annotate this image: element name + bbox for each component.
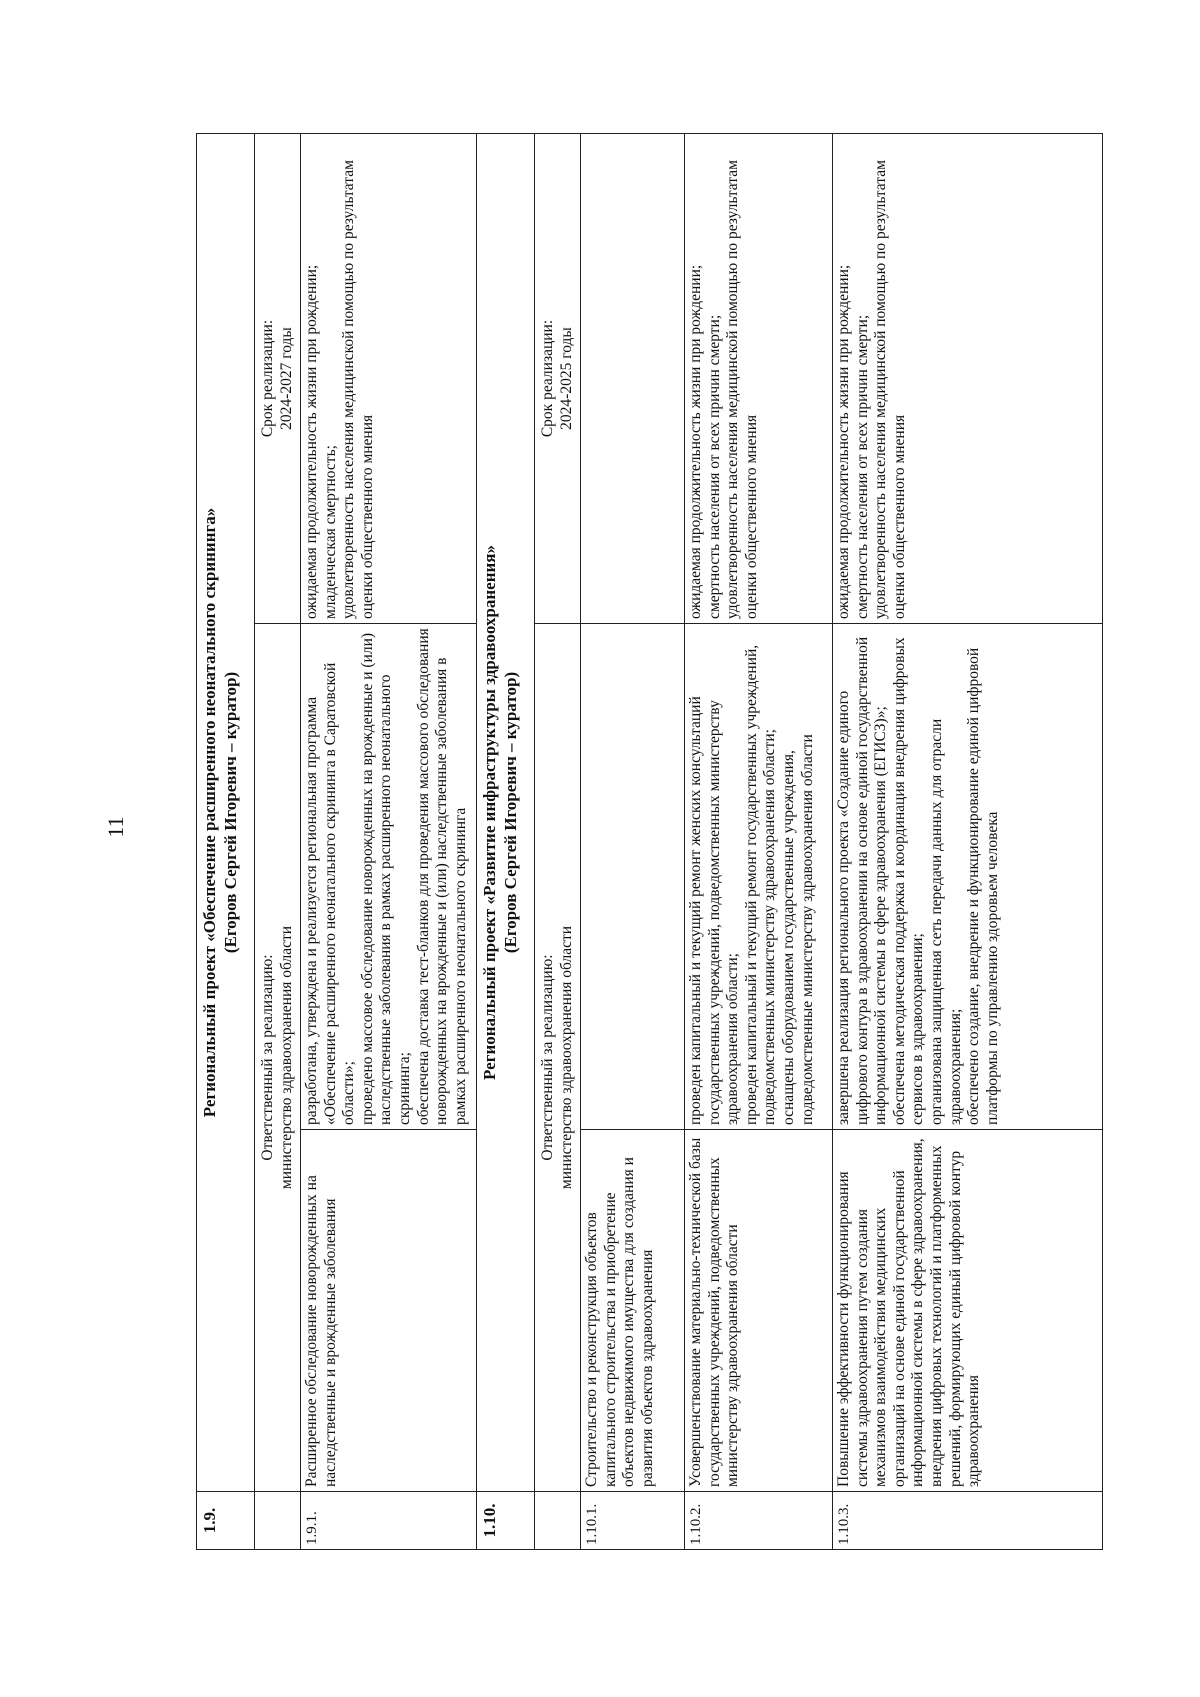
result-item: организована защищенная сеть передачи данных для отрасли здравоохранения; <box>927 718 964 1125</box>
section-header-row <box>477 133 535 1549</box>
task-text: Усовершенствование материально-технической базы государственных учреждений, подведомственных министерству здравоохранения области <box>685 1130 833 1492</box>
project-table <box>196 133 1103 1550</box>
responsible-label: Ответственный за реализацию: <box>538 954 556 1161</box>
responsible-value: министерство здравоохранения области <box>277 925 295 1190</box>
result-item: обеспечена доставка тест-бланков для проведения массового обследования новорожденных на врожденные и (или) наследственные заболевания в рамках расширенного неонатального скрининга <box>414 628 469 1125</box>
term-value: 2024-2027 годы <box>277 327 295 430</box>
task-text: Строительство и реконструкция объектов капитального строительства и приобретение объектов недвижимого имущества для создания и развития объектов здравоохранения <box>581 1130 685 1492</box>
task-text: Повышение эффективности функционирования системы здравоохранения путем создания механизмов взаимодействия медицинских организаций на основе единой государственной информационной системы в сфере здравоохранения, внедрения цифровых технологий и платформенных решений, формирующих единый цифровой контур здравоохранения <box>833 1130 1103 1492</box>
section-title-cell <box>197 133 255 1491</box>
responsible-label: Ответственный за реализацию: <box>258 954 276 1161</box>
result-item: разработана, утверждена и реализуется региональная программа «Обеспечение расширенного неонатального скрининга в Саратовской области»; <box>303 662 358 1125</box>
section-title: Региональный проект «Обеспечение расширенного неонатального скрининга» <box>200 507 219 1118</box>
results-cell <box>581 624 685 1130</box>
term-value: 2024-2025 годы <box>557 327 575 430</box>
task-number: 1.10.3. <box>833 1492 1103 1550</box>
task-number: 1.9.1. <box>301 1492 477 1550</box>
indicators-cell <box>685 133 833 623</box>
task-number: 1.10.1. <box>581 1492 685 1550</box>
section-title-cell <box>477 133 535 1491</box>
result-item: проведено массовое обследование новорожденных на врожденные и (или) наследственные заболевания в рамках расширенного неонатального скрининга; <box>358 632 413 1125</box>
results-cell <box>685 624 833 1130</box>
indicator-item: ожидаемая продолжительность жизни при рождении; <box>303 264 320 619</box>
indicators-cell <box>833 133 1103 623</box>
indicators-cell <box>581 133 685 623</box>
task-number: 1.10.2. <box>685 1492 833 1550</box>
indicator-item: удовлетворенность населения медицинской помощью по результатам оценки общественного мнения <box>872 160 908 619</box>
page-number: 11 <box>103 816 128 838</box>
responsible-cell <box>255 624 301 1492</box>
section-header-row <box>197 133 255 1549</box>
section-curator: (Егоров Сергей Игоревич – куратор) <box>501 671 521 954</box>
section-meta-row <box>255 133 301 1549</box>
table-row <box>301 133 477 1549</box>
table-row <box>581 133 685 1549</box>
indicator-item: смертность населения от всех причин смерти; <box>705 314 723 619</box>
indicator-item: смертность населения от всех причин смерти; <box>853 314 871 619</box>
indicator-item: удовлетворенность населения медицинской помощью по результатам оценки общественного мнения <box>340 160 376 619</box>
section-meta-row <box>535 133 581 1549</box>
indicator-item: младенческая смертность; <box>321 445 339 619</box>
indicator-item: ожидаемая продолжительность жизни при рождении; <box>687 264 704 619</box>
section-number: 1.10. <box>477 1492 535 1550</box>
term-label: Срок реализации: <box>258 319 276 438</box>
result-item: оснащены оборудованием государственные учреждения, подведомственные министерству здравоохранения области <box>779 734 816 1125</box>
table-row <box>685 133 833 1549</box>
table-row <box>833 133 1103 1549</box>
results-cell <box>301 624 477 1130</box>
result-item: проведен капитальный и текущий ремонт государственных учреждений, подведомственных министерству здравоохранения области; <box>742 644 779 1125</box>
task-text: Расширенное обследование новорожденных на наследственные и врожденные заболевания <box>301 1130 477 1492</box>
rotated-table-container <box>196 134 1102 1550</box>
term-cell <box>535 133 581 623</box>
result-item: завершена реализация регионального проекта «Создание единого цифрового контура в здравоохранении на основе единой государственной информационной системы в сфере здравоохранения (ЕГИСЗ)»; <box>835 636 890 1125</box>
result-item: обеспечена методическая поддержка и координация внедрения цифровых сервисов в здравоохранении; <box>890 637 927 1125</box>
section-title: Региональный проект «Развитие инфраструктуры здравоохранения» <box>480 545 499 1080</box>
indicator-item: удовлетворенность населения медицинской помощью по результатам оценки общественного мнения <box>724 160 760 619</box>
indicator-item: ожидаемая продолжительность жизни при рождении; <box>835 264 852 619</box>
section-curator: (Егоров Сергей Игоревич – куратор) <box>221 671 241 954</box>
responsible-value: министерство здравоохранения области <box>557 925 575 1190</box>
term-cell <box>255 133 301 623</box>
responsible-cell <box>535 624 581 1492</box>
result-item: обеспечено создание, внедрение и функционирование единой цифровой платформы по управлению здоровьем человека <box>965 647 1001 1125</box>
term-label: Срок реализации: <box>538 319 556 438</box>
indicators-cell <box>301 133 477 623</box>
section-number: 1.9. <box>197 1492 255 1550</box>
result-item: проведен капитальный и текущий ремонт женских консультаций государственных учреждений, подведомственных министерству здравоохранения области; <box>687 696 742 1125</box>
results-cell <box>833 624 1103 1130</box>
